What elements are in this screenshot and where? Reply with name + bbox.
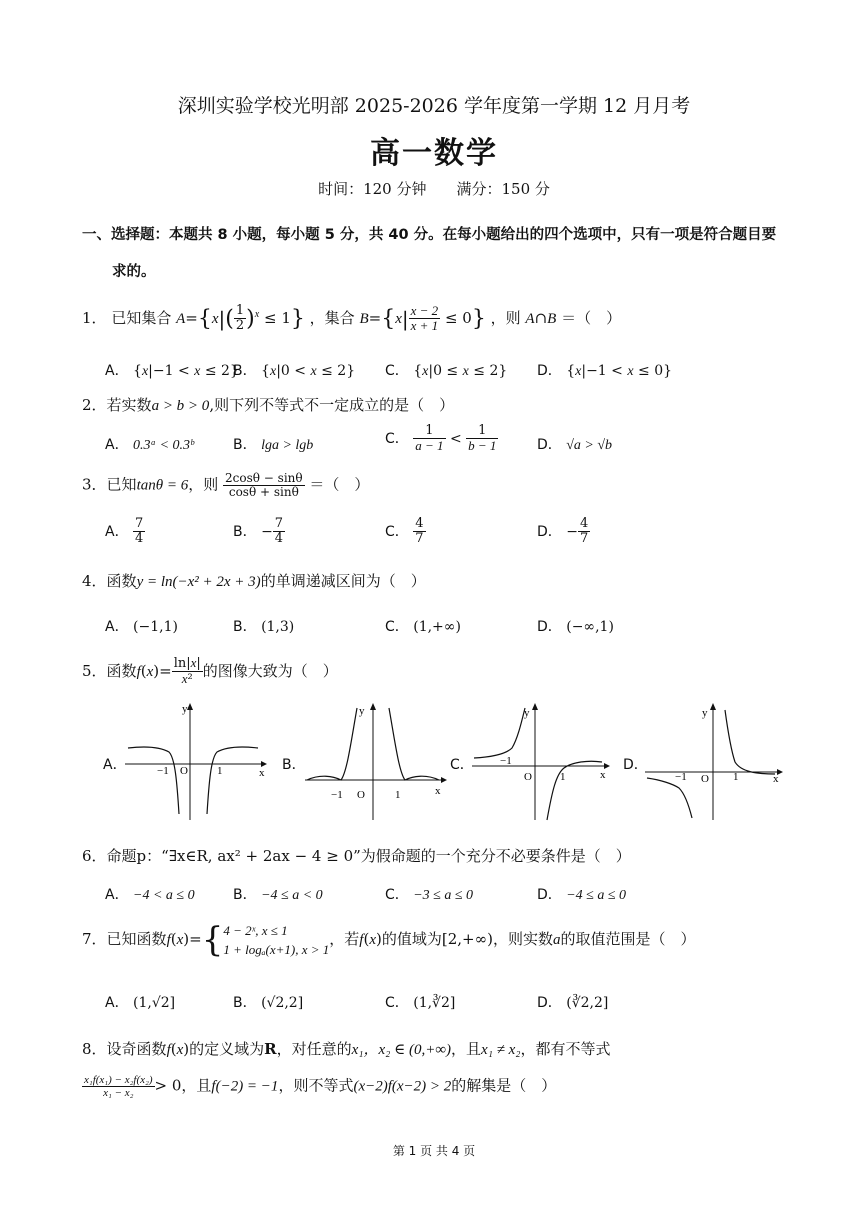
q2-option-b: B． lga > lgb	[233, 437, 314, 453]
q1-option-b: B． {x|0 < x ≤ 2}	[233, 363, 356, 379]
svg-text:y: y	[702, 707, 708, 719]
q5-option-a-label: A．	[103, 757, 127, 773]
q6-option-d: D． −4 ≤ a ≤ 0	[537, 887, 627, 903]
q1-text-c: ，则	[490, 308, 521, 327]
svg-text:O: O	[357, 789, 365, 801]
svg-text:1: 1	[217, 765, 223, 777]
school-line: 深圳实验学校光明部 2025-2026 学年度第一学期 12 月月考	[177, 95, 691, 117]
svg-text:1: 1	[733, 771, 739, 783]
question-2: 2．若实数a > b > 0,则下列不等式不一定成立的是（ ）	[82, 396, 455, 414]
question-1: 1． 已知集合 A={x|( $\frac{1}{2}$ )$^x$ ≤ 1} ，集合 B={x| $\frac{x - 2}{x + 1}$ ≤ 0} ，则 A∩B ＝（ ）	[82, 303, 622, 334]
q6-option-b: B． −4 ≤ a < 0	[233, 887, 323, 903]
svg-text:−1: −1	[675, 771, 687, 783]
section-heading: 一、选择题：本题共 8 小题，每小题 5 分，共 40 分。在每小题给出的四个选项中，只有一项是符合题目要	[82, 227, 777, 243]
q5-graph-a	[125, 702, 265, 820]
q3-option-b: B． − $\frac{7}{4}$	[233, 516, 284, 547]
svg-text:−1: −1	[500, 755, 512, 767]
question-5: 5．函数f(x)= $\frac{\ln|x|}{\text{x²}}$ 的图像大致为（ ）	[82, 655, 338, 688]
page-number: 第 1 页 共 4 页	[392, 1144, 476, 1158]
q1-text-d: ＝（ ）	[561, 308, 622, 327]
q6-option-c: C． −3 ≤ a ≤ 0	[385, 887, 474, 903]
q2-option-d: D． √a > √b	[537, 437, 613, 453]
svg-text:−1: −1	[331, 789, 343, 801]
question-7: 7．已知函数f(x)={ 4 − 2ˣ, x ≤ 1 1 + logₐ(x+1), x > 1 ，若f(x)的值域为[2,+∞)，则实数a的取值范围是（ ）	[82, 920, 696, 960]
question-3: 3．已知tanθ = 6，则 $\frac{2\cos\theta - \sin\theta}{\cos\theta + \sin\theta}$ ＝（ ）	[82, 471, 370, 500]
q4-option-a: A． (−1,1)	[105, 619, 178, 635]
svg-text:x: x	[435, 785, 441, 797]
q1-option-d: D． {x|−1 < x ≤ 0}	[537, 363, 673, 379]
page-title: 高一数学	[370, 136, 498, 171]
svg-text:O: O	[701, 773, 709, 785]
q7-option-b: B． (√2,2]	[233, 995, 304, 1011]
q7-option-c: C． (1,∛2]	[385, 995, 456, 1011]
svg-text:−1: −1	[157, 765, 169, 777]
q5-graph-d	[645, 702, 785, 820]
q5-graph-b	[305, 702, 445, 820]
svg-text:1: 1	[395, 789, 401, 801]
svg-text:O: O	[180, 765, 188, 777]
svg-text:x: x	[259, 767, 265, 779]
section-heading-cont: 求的。	[112, 264, 156, 280]
q5-graph-c	[472, 702, 612, 820]
q3-option-c: C． $\frac{4}{7}$	[385, 516, 424, 547]
q7-option-d: D． (∛2,2]	[537, 995, 609, 1011]
q3-option-a: A． $\frac{7}{4}$	[105, 516, 144, 547]
svg-text:y: y	[359, 705, 365, 717]
q4-option-c: C． (1,+∞)	[385, 619, 461, 635]
svg-text:y: y	[524, 707, 530, 719]
q1-num: 1．	[82, 308, 107, 327]
q6-option-a: A． −4 < a ≤ 0	[105, 887, 195, 903]
q5-option-c-label: C．	[450, 757, 474, 773]
q5-option-b-label: B．	[282, 757, 306, 773]
q1-text-a: 已知集合	[111, 308, 172, 327]
svg-text:x: x	[600, 769, 606, 781]
q2-condition: a > b > 0	[151, 398, 210, 414]
q1-option-a: A． {x|−1 < x ≤ 2}	[105, 363, 239, 379]
q2-option-c: C． $\frac{1}{a - 1}$ < $\frac{1}{b - 1}$	[385, 423, 497, 454]
question-6: 6．命题p：“∃x∈R, ax² + 2ax − 4 ≥ 0”为假命题的一个充分不必要条件是（ ）	[82, 847, 631, 865]
svg-text:O: O	[524, 771, 532, 783]
question-8: 8．设奇函数f(x)的定义域为R，对任意的x₁，x₂ ∈ (0,+∞)，且x₁ ≠ x₂，都有不等式	[82, 1040, 611, 1058]
svg-text:y: y	[182, 703, 188, 715]
q4-option-b: B． (1,3)	[233, 619, 295, 635]
q5-option-d-label: D．	[623, 757, 648, 773]
question-8-line-2: $\frac{\text{x₁f(x₁) − x₂f(x₂)}}{\text{x₁ − x₂}}$ > 0，且f(−2) = −1，则不等式(x−2)f(x−2) > 2的解集是（ ）	[84, 1074, 557, 1100]
time-score: 时间：120 分钟 满分：150 分	[318, 180, 550, 198]
q7-option-a: A． (1,√2]	[105, 995, 176, 1011]
svg-text:1: 1	[560, 771, 566, 783]
q1-option-c: C． {x|0 ≤ x ≤ 2}	[385, 363, 508, 379]
q2-option-a: A． 0.3ᵃ < 0.3ᵇ	[105, 437, 194, 453]
q1-text-b: ，集合	[309, 308, 355, 327]
q3-option-d: D． − $\frac{4}{7}$	[537, 516, 589, 547]
q4-option-d: D． (−∞,1)	[537, 619, 614, 635]
svg-text:x: x	[773, 773, 779, 785]
question-4: 4．函数y = ln(−x² + 2x + 3)的单调递减区间为（ ）	[82, 572, 426, 590]
